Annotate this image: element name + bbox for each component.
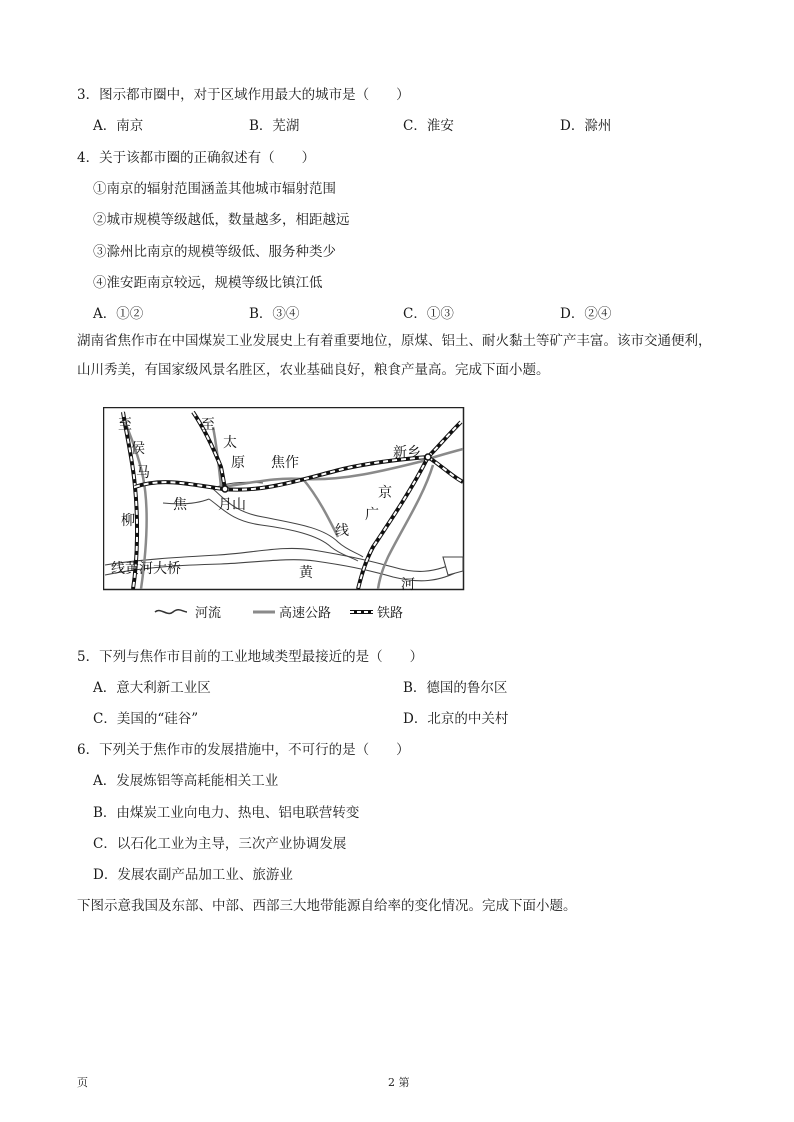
label-huang: 黄 [299, 565, 313, 581]
legend-river-symbol [155, 610, 187, 614]
q4-statement-4: ④淮安距南京较远，规模等级比镇江低 [93, 275, 323, 291]
label-tai: 太 [223, 435, 237, 451]
yueshan-marker [222, 486, 228, 492]
q5-option-d: D．北京的中关村 [403, 711, 509, 727]
q5-stem: 5．下列与焦作市目前的工业地域类型最接近的是（ ） [77, 649, 424, 665]
intro2-paragraph: 下图示意我国及东部、中部、西部三大地带能源自给率的变化情况。完成下面小题。 [77, 898, 577, 914]
label-liu: 柳 [121, 513, 135, 529]
footer-left: 页 [77, 1076, 88, 1089]
q3-option-b: B．芜湖 [249, 118, 300, 134]
q6-option-a: A．发展炼铝等高耗能相关工业 [93, 773, 279, 789]
label-zhi-2: 至 [201, 417, 215, 433]
map-legend [155, 605, 403, 621]
jiaozuo-map [103, 407, 465, 622]
label-yuan: 原 [231, 455, 245, 471]
q3-option-c: C．淮安 [403, 118, 454, 134]
label-zhi-1: 至 [118, 417, 132, 433]
q6-option-b: B．由煤炭工业向电力、热电、铝电联营转变 [93, 805, 360, 821]
label-jiaozuo: 焦作 [271, 455, 299, 471]
label-guang: 广 [365, 507, 379, 523]
label-yueshan: 月山 [218, 497, 246, 513]
label-jiao: 焦 [173, 497, 187, 513]
q6-option-d: D．发展农副产品加工业、旅游业 [93, 867, 293, 883]
q6-stem: 6．下列关于焦作市的发展措施中，不可行的是（ ） [77, 742, 410, 758]
label-hou: 侯 [131, 441, 145, 457]
q4-option-d: D．②④ [560, 306, 612, 322]
label-jing: 京 [378, 485, 392, 501]
q6-option-c: C．以石化工业为主导，三次产业协调发展 [93, 836, 347, 852]
q3-stem: 3．图示都市圈中，对于区域作用最大的城市是（ ） [77, 87, 410, 103]
label-ma: 马 [136, 465, 150, 481]
q4-option-a: A．①② [93, 306, 144, 322]
q4-statement-3: ③滁州比南京的规模等级低、服务种类少 [93, 244, 336, 260]
label-he: 河 [401, 577, 415, 593]
q4-stem: 4．关于该都市圈的正确叙述有（ ） [77, 150, 316, 166]
intro-paragraph: 湖南省焦作市在中国煤炭工业发展史上有着重要地位，原煤、铝土、耐火黏土等矿产丰富。该市交通便利，山川秀美，有国家级风景名胜区，农业基础良好，粮食产量高。完成下面小题。 [77, 333, 712, 378]
q5-option-b: B．德国的鲁尔区 [403, 680, 508, 696]
q3-option-d: D．滁州 [560, 118, 612, 134]
q4-statement-2: ②城市规模等级越低，数量越多，相距越远 [93, 212, 350, 228]
xinxiang-marker [425, 454, 431, 460]
legend-railway-label: 铁路 [377, 606, 404, 621]
q5-option-a: A．意大利新工业区 [93, 680, 211, 696]
legend-highway-label: 高速公路 [279, 606, 332, 621]
q4-statement-1: ①南京的辐射范围涵盖其他城市辐射范围 [93, 181, 336, 197]
label-xinxiang: 新乡 [393, 445, 421, 461]
q3-option-a: A．南京 [93, 118, 144, 134]
legend-river-label: 河流 [195, 606, 222, 621]
q4-option-b: B．③④ [249, 306, 300, 322]
footer-page-number: 2 第 [388, 1076, 410, 1089]
label-yellow-river-bridge: 线黄河大桥 [111, 561, 181, 577]
q4-option-c: C．①③ [403, 306, 454, 322]
label-xian: 线 [335, 523, 349, 539]
q5-option-c: C．美国的“硅谷” [93, 711, 199, 727]
